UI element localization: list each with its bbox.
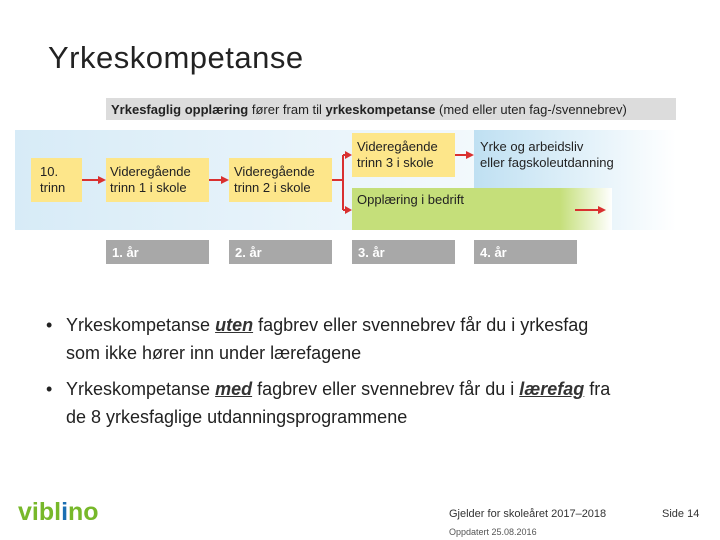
- bullet-dot: •: [46, 315, 53, 335]
- diagram-header-text: Yrkesfaglig opplæring fører fram til yrkeskompetanse (med eller uten fag-/svennebrev): [111, 102, 627, 117]
- emph-med: med: [215, 379, 253, 399]
- emph-uten: uten: [215, 315, 254, 335]
- updated-date: Oppdatert 25.08.2016: [449, 527, 537, 537]
- year-2-label: 2. år: [235, 245, 262, 260]
- emph-laerefag: lærefag: [519, 379, 585, 399]
- school-year-note: Gjelder for skoleåret 2017–2018: [449, 508, 607, 520]
- bullet-dot: •: [46, 379, 53, 399]
- bullet-med: [46, 375, 686, 431]
- year-3-label: 3. år: [358, 245, 385, 260]
- page-number: Side 14: [662, 508, 700, 520]
- year-4-label: 4. år: [480, 245, 507, 260]
- box-10-trinn-label: 10. trinn: [40, 164, 66, 195]
- year-1-label: 1. år: [112, 245, 139, 260]
- box-vg3-label: Videregående trinn 3 i skole: [357, 139, 438, 170]
- viblino-logo: viblino: [18, 498, 99, 526]
- bullet-med-text: Yrkeskompetanse med fagbrev eller svennebrev får du i lærefag fra de 8 yrkesfaglige utdanningsprogrammene: [66, 379, 611, 427]
- page-title: Yrkeskompetanse: [48, 40, 304, 75]
- box-bedrift-label: Opplæring i bedrift: [357, 192, 464, 207]
- box-vg2-label: Videregående trinn 2 i skole: [234, 164, 315, 195]
- box-vg1-label: Videregående trinn 1 i skole: [110, 164, 191, 195]
- bullet-uten: [46, 311, 686, 367]
- bullet-uten-text: Yrkeskompetanse uten fagbrev eller svennebrev får du i yrkesfag som ikke hører inn under lærefagene: [66, 315, 589, 363]
- box-yrke-label: Yrke og arbeidsliv eller fagskoleutdanning: [480, 139, 614, 170]
